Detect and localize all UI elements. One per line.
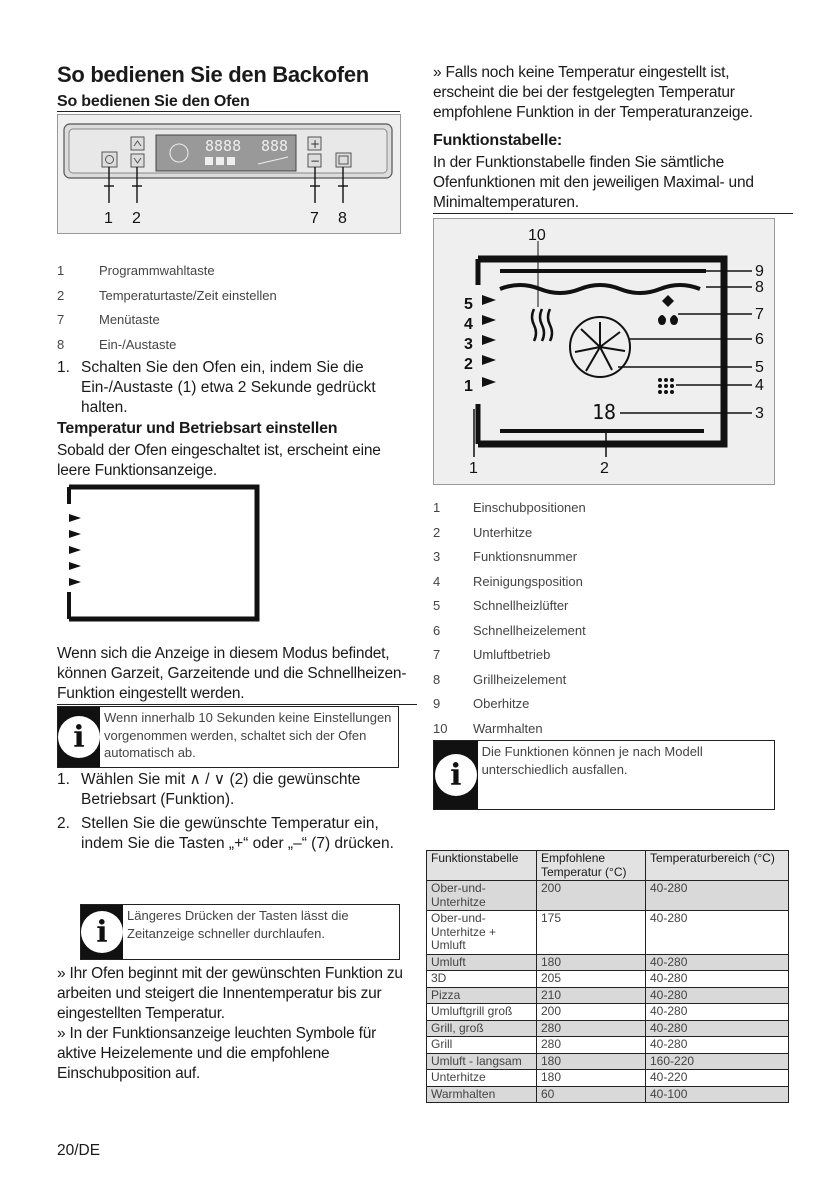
table-row: Umluftgrill groß 200 40-280 [427, 1004, 789, 1021]
temp-intro-text: Sobald der Ofen eingeschaltet ist, erscheint eine leere Funktionsanzeige. [57, 442, 381, 479]
callout-8: 8 [755, 279, 764, 296]
info-box-fast-scroll [80, 904, 400, 960]
function-display-figure [433, 218, 775, 485]
function-table-intro: In der Funktionstabelle finden Sie sämtliche Ofenfunktionen mit den jeweiligen Maximal- und Minimaltemperaturen. [433, 153, 793, 214]
result-text-1: » Ihr Ofen beginnt mit der gewünschten Funktion zu arbeiten und steigert die Innentemperatur bis zur eingestellten Temperatur. [57, 965, 403, 1022]
table-row: Umluft - langsam 180 160-220 [427, 1053, 789, 1070]
column-header: Funktionstabelle [427, 851, 537, 881]
table-row: 3D 205 40-280 [427, 971, 789, 988]
mode-text: Wenn sich die Anzeige in diesem Modus befindet, können Garzeit, Garzeitende und die Schnellheizen-Funktion eingestellt werden. [57, 644, 417, 705]
legend-item: 8 Ein-/Austaste [57, 336, 177, 352]
info-icon: i [81, 905, 123, 959]
info-box-auto-off [57, 706, 399, 768]
info-text: Die Funktionen können je nach Modell unterschiedlich ausfallen. [481, 744, 703, 777]
callout-1: 1 [469, 460, 478, 477]
callout-5: 5 [755, 359, 764, 376]
column-header: Temperaturbereich (°C) [646, 851, 789, 881]
empty-display-figure [57, 484, 262, 624]
table-row: Pizza 210 40-280 [427, 987, 789, 1004]
table-header-row [427, 851, 789, 881]
function-table [426, 850, 789, 1103]
info-text: Wenn innerhalb 10 Sekunden keine Einstellungen vorgenommen werden, schaltet sich der Ofen automatisch ab. [104, 710, 392, 760]
step-2-2: 2. Stellen Sie die gewünschte Temperatur ein, indem Sie die Tasten „+“ oder „–“ (7) drücken. [57, 815, 394, 852]
table-row: Ober-und-Unterhitze 200 40-280 [427, 881, 789, 911]
shelf-label-3: 3 [464, 336, 473, 353]
callout-3: 3 [755, 405, 764, 422]
legend-item: 7 Umluftbetrieb [433, 647, 551, 662]
table-row: Ober-und-Unterhitze + Umluft 175 40-280 [427, 911, 789, 955]
page-footer: 20/DE [57, 1142, 101, 1159]
callout-8: 8 [338, 210, 347, 227]
section-heading-operate: So bedienen Sie den Ofen [57, 93, 400, 112]
info-text: Längeres Drücken der Tasten lässt die Zeitanzeige schneller durchlaufen. [127, 908, 349, 941]
legend-item: 5 Schnellheizlüfter [433, 598, 569, 613]
function-display-drawing [434, 219, 774, 484]
empty-display-drawing [57, 484, 262, 624]
callout-1: 1 [104, 210, 113, 227]
shelf-label-2: 2 [464, 356, 473, 373]
callout-4: 4 [755, 377, 764, 394]
callout-2: 2 [600, 460, 609, 477]
table-row: Grill, groß 280 40-280 [427, 1020, 789, 1037]
page-title: So bedienen Sie den Backofen [57, 62, 369, 87]
section-heading-function-table: Funktionstabelle: [433, 132, 563, 149]
info-icon: i [434, 741, 478, 809]
shelf-label-1: 1 [464, 378, 473, 395]
legend-item: 6 Schnellheizelement [433, 622, 586, 638]
table-row: Grill 280 40-280 [427, 1037, 789, 1054]
control-panel-drawing [58, 115, 400, 233]
info-box-models [433, 740, 775, 810]
panel-display-time: 8888 [205, 137, 242, 155]
legend-item: 1 Einschubpositionen [433, 500, 586, 515]
callout-7: 7 [755, 306, 764, 323]
legend-item: 3 Funktionsnummer [433, 549, 578, 564]
callout-9: 9 [755, 263, 764, 280]
table-row: Warmhalten 60 40-100 [427, 1086, 789, 1103]
legend-item: 1 Programmwahltaste [57, 263, 215, 278]
callout-7: 7 [310, 210, 319, 227]
legend-item: 2 Unterhitze [433, 524, 533, 540]
function-number-readout: 18 [592, 400, 617, 424]
table-row: Unterhitze 180 40-220 [427, 1070, 789, 1087]
control-panel-figure [57, 114, 401, 234]
column-header: Empfohlene Temperatur (°C) [537, 851, 646, 881]
legend-item: 2 Temperaturtaste/Zeit einstellen [57, 287, 277, 303]
legend-item: 10 Warmhalten [433, 720, 543, 736]
section-heading-temp: Temperatur und Betriebsart einstellen [57, 420, 338, 437]
legend-item: 8 Grillheizelement [433, 671, 567, 687]
panel-minus-label: − [310, 154, 321, 168]
right-intro-text: » Falls noch keine Temperatur eingestellt ist, erscheint die bei der festgelegten Temperatur empfohlene Funktion in der Temperaturanzeige. [433, 64, 753, 121]
panel-legend [57, 259, 277, 357]
result-text-2: » In der Funktionsanzeige leuchten Symbole für aktive Heizelemente und die empfohlene Einschubposition auf. [57, 1025, 377, 1082]
panel-display-temp: 888 [261, 137, 289, 155]
callout-2: 2 [132, 210, 141, 227]
shelf-label-5: 5 [464, 296, 473, 313]
callout-6: 6 [755, 331, 764, 348]
shelf-label-4: 4 [464, 316, 473, 333]
display-legend [433, 496, 586, 741]
table-row: Umluft 180 40-280 [427, 954, 789, 971]
legend-item: 9 Oberhitze [433, 696, 530, 711]
panel-plus-label: + [310, 137, 321, 151]
legend-item: 7 Menütaste [57, 312, 160, 327]
step-2-1: 1. Wählen Sie mit ∧ / ∨ (2) die gewünschte Betriebsart (Funktion). [57, 771, 361, 808]
callout-10: 10 [528, 227, 546, 244]
legend-item: 4 Reinigungsposition [433, 573, 583, 589]
info-icon: i [58, 707, 100, 767]
step-1: 1. Schalten Sie den Ofen ein, indem Sie die Ein-/Austaste (1) etwa 2 Sekunde gedrückt halten. [57, 359, 376, 416]
